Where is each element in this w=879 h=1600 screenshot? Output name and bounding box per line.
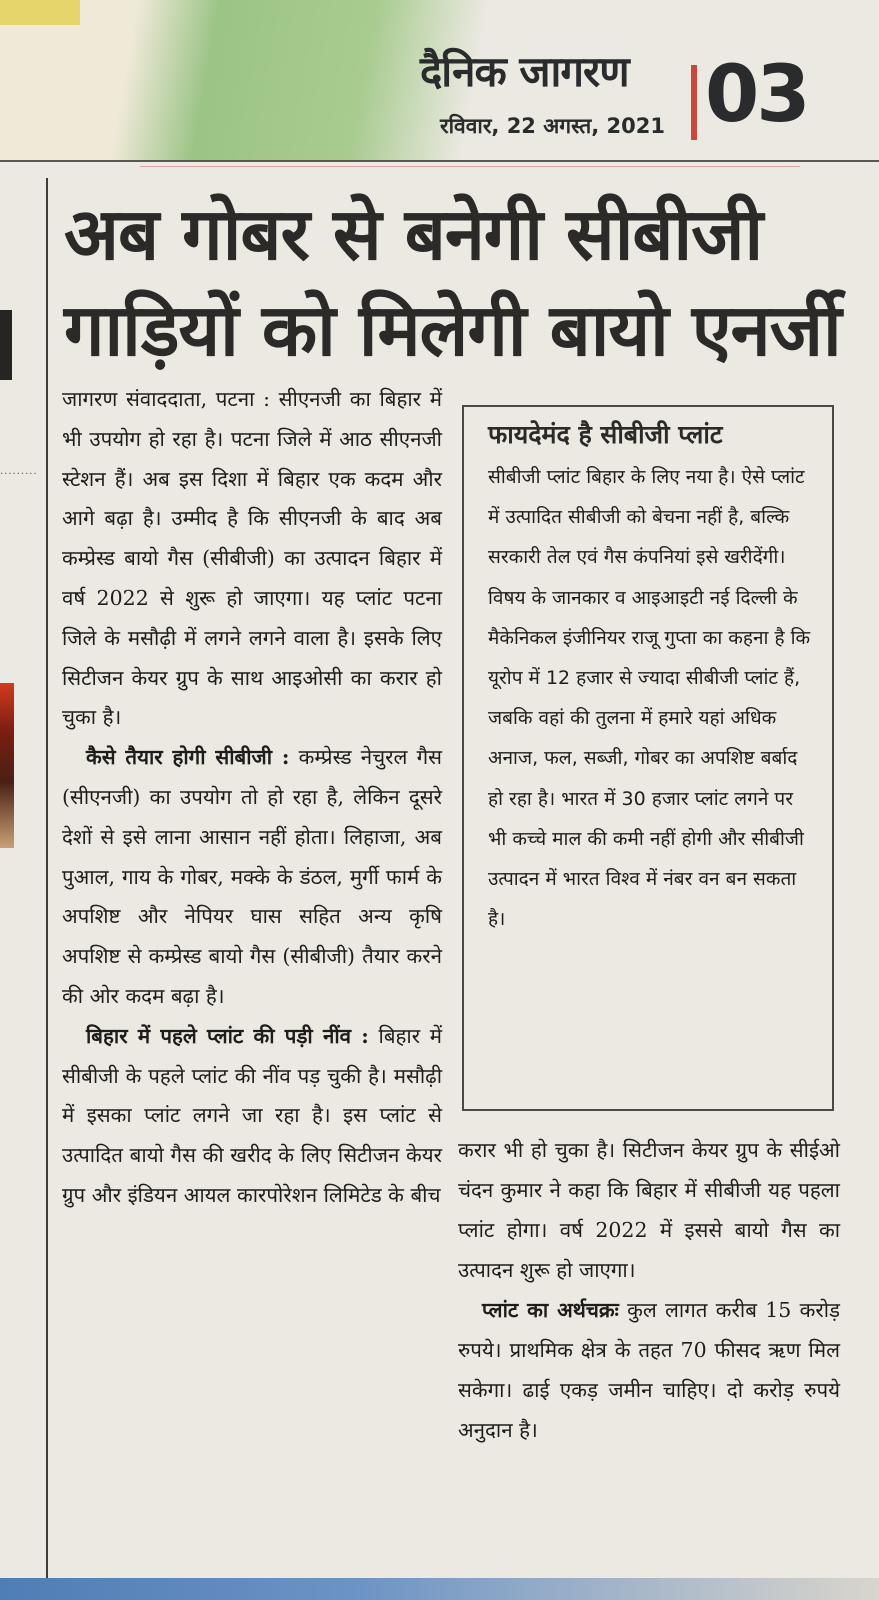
adjacent-photo-edge (0, 683, 14, 848)
section-how-cbg-made-text: कम्प्रेस्ड नेचुरल गैस (सीएनजी) का उपयोग तो हो रहा है, लेकिन दूसरे देशों से इसे लाना आसान नहीं होता। लिहाजा, अब पुआल, गाय के गोबर, मक्के के डंठल, मुर्गी फार्म के अपशिष्ट और नेपियर घास सहित अन्य कृषि अपशिष्ट से कम्प्रेस्ड बायो गैस (सीबीजी) तैयार करने की ओर कदम बढ़ा है। (62, 745, 442, 1008)
sidebar-box-text: सीबीजी प्लांट बिहार के लिए नया है। ऐसे प्लांट में उत्पादित सीबीजी को बेचना नहीं है, बल्कि सरकारी तेल एवं गैस कंपनियां इसे खरीदेंगी। विषय के जानकार व आइआइटी नई दिल्ली के मैकेनिकल इंजीनियर राजू गुप्ता का कहना है कि यूरोप में 12 हजार से ज्यादा सीबीजी प्लांट हैं, जबकि वहां की तुलना में हमारे यहां अधिक अनाज, फल, सब्जी, गोबर का अपशिष्ट बर्बाद हो रहा है। भारत में 30 हजार प्लांट लगने पर भी कच्चे माल की कमी नहीं होगी और सीबीजी उत्पादन में भारत विश्व में नंबर वन बन सकता है। (488, 466, 811, 931)
headline-line-2: गाड़ियों को मिलेगी बायो एनर्जी (64, 288, 841, 372)
article-body-right (458, 1130, 840, 1450)
article-continuation: करार भी हो चुका है। सिटीजन केयर ग्रुप के सीईओ चंदन कुमार ने कहा कि बिहार में सीबीजी यह पहला प्लांट होगा। वर्ष 2022 में इससे बायो गैस का उत्पादन शुरू हो जाएगा। (458, 1138, 840, 1282)
article-lead: जागरण संवाददाता, पटना : सीएनजी का बिहार में भी उपयोग हो रहा है। पटना जिले में आठ सीएनजी स्टेशन हैं। अब इस दिशा में बिहार एक कदम और आगे बढ़ा है। उम्मीद है कि सीएनजी के बाद अब कम्प्रेस्ड बायो गैस (सीबीजी) का उत्पादन बिहार में वर्ष 2022 से शुरू हो जाएगा। यह प्लांट पटना जिले के मसौढ़ी में लगने लगने वाला है। इसके लिए सिटीजन केयर ग्रुप के साथ आइओसी का करार हो चुका है। (62, 387, 442, 730)
subheading-first-plant: बिहार में पहले प्लांट की पड़ी नींव : (86, 1023, 369, 1048)
page-number: 03 (705, 50, 808, 140)
masthead-divider (691, 65, 697, 140)
column-rule (46, 178, 48, 1578)
corner-color-patch (0, 0, 80, 25)
issue-date: रविवार, 22 अगस्त, 2021 (440, 114, 665, 138)
adjacent-article-edge (0, 310, 12, 380)
section-first-plant-text: बिहार में सीबीजी के पहले प्लांट की नींव पड़ चुकी है। मसौढ़ी में इसका प्लांट लगने जा रहा है। इस प्लांट से उत्पादित बायो गैस की खरीद के लिए सिटीजन केयर ग्रुप और इंडियन आयल कारपोरेशन लिमिटेड के बीच (62, 1023, 442, 1207)
section-how-cbg-made (62, 738, 442, 1017)
sidebar-box (462, 405, 834, 1111)
subheading-plant-economics: प्लांट का अर्थचक्रः (482, 1298, 619, 1322)
newspaper-masthead: दैनिक जागरण (420, 47, 629, 96)
header-rule (0, 160, 879, 162)
header-rule-thin (140, 166, 800, 167)
bottom-edge-strip (0, 1578, 879, 1600)
section-plant-economics-text: कुल लागत करीब 15 करोड़ रुपये। प्राथमिक क्षेत्र के तहत 70 फीसद ऋण मिल सकेगा। ढाई एकड़ जमीन चाहिए। दो करोड़ रुपये अनुदान है। (458, 1298, 840, 1442)
sidebar-box-title: फायदेमंद है सीबीजी प्लांट (488, 420, 723, 449)
adjacent-article-dots: ......... (0, 466, 38, 477)
section-plant-economics (458, 1290, 840, 1450)
subheading-how-cbg-made: कैसे तैयार होगी सीबीजी : (86, 745, 290, 770)
headline-line-1: अब गोबर से बनेगी सीबीजी (64, 192, 763, 276)
section-first-plant (62, 1017, 442, 1216)
article-headline (64, 186, 854, 378)
article-body-left (62, 380, 442, 1216)
